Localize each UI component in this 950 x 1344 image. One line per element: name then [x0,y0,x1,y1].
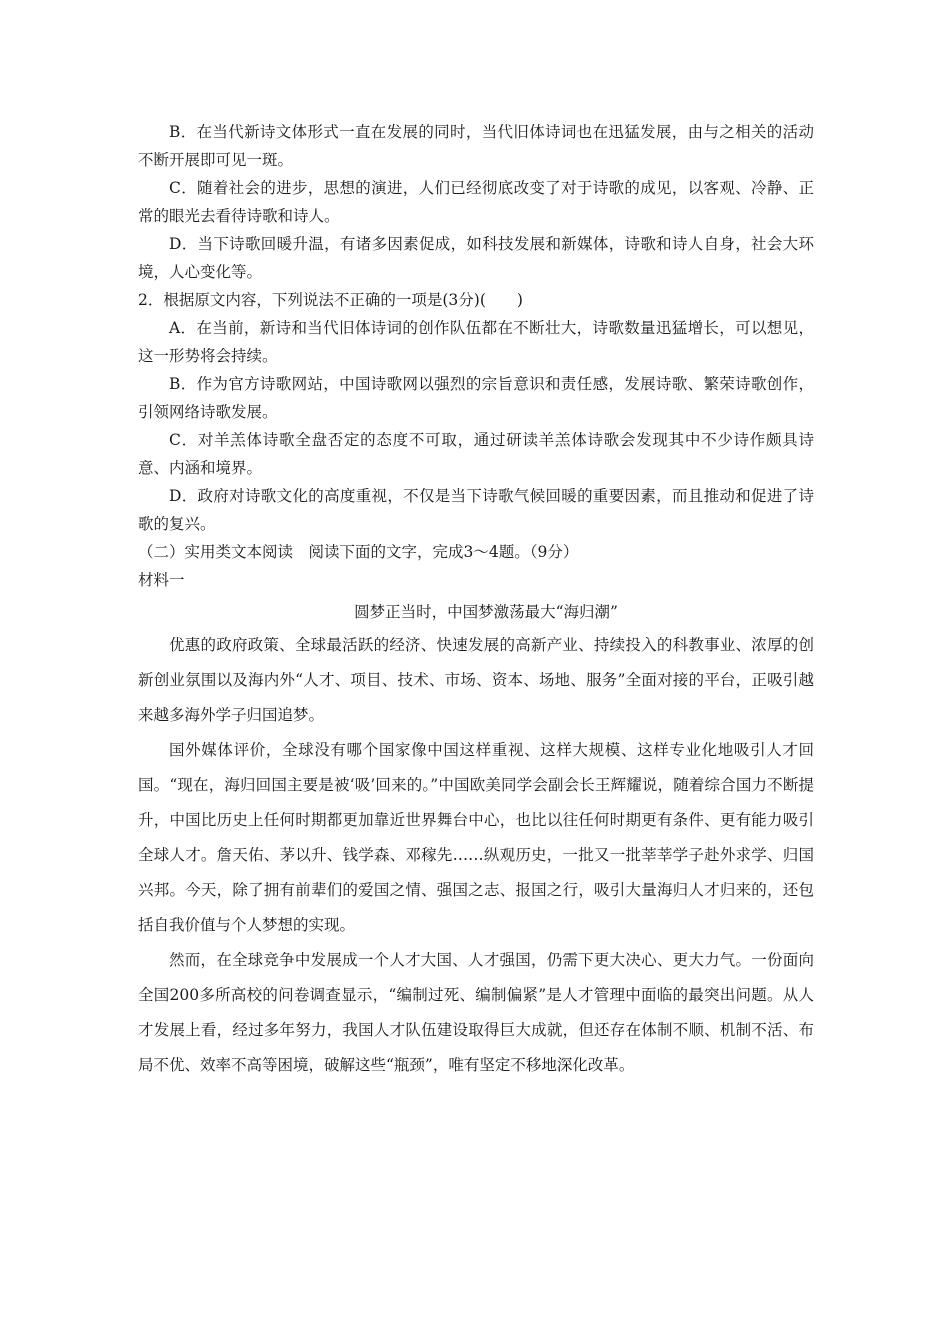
question-2 [138,286,814,538]
q2-stem: 2．根据原文内容，下列说法不正确的一项是(3分)( ) [138,291,523,309]
q1-option-b: B．在当代新诗文体形式一直在发展的同时，当代旧体诗词也在迅猛发展，由与之相关的活动不断开展即可见一斑。 [138,123,814,169]
q1-option-d: D．当下诗歌回暖升温，有诸多因素促成，如科技发展和新媒体，诗歌和诗人自身，社会大环境，人心变化等。 [138,235,814,281]
q2-option-d: D．政府对诗歌文化的高度重视，不仅是当下诗歌气候回暖的重要因素，而且推动和促进了诗歌的复兴。 [138,487,814,533]
article-paragraph: 国外媒体评价，全球没有哪个国家像中国这样重视、这样大规模、这样专业化地吸引人才回国。“现在，海归回国主要是被‘吸’回来的。”中国欧美同学会副会长王辉耀说，随着综合国力不断提升，中国比历史上任何时期都更加靠近世界舞台中心，也比以往任何时期更有条件、更有能力吸引全球人才。詹天佑、茅以升、钱学森、邓稼先……纵观历史，一批又一批莘莘学子赴外求学、归国兴邦。今天，除了拥有前辈们的爱国之情、强国之志、报国之行，吸引大量海归人才归来的，还包括自我价值与个人梦想的实现。 [138,741,814,934]
article-title: 圆梦正当时，中国梦激荡最大“海归潮” [354,603,618,621]
q1-option-c: C．随着社会的进步，思想的演进，人们已经彻底改变了对于诗歌的成见，以客观、冷静、正常的眼光去看待诗歌和诗人。 [138,179,814,225]
q2-option-c: C．对羊羔体诗歌全盘否定的态度不可取，通过研读羊羔体诗歌会发现其中不少诗作颇具诗意、内涵和境界。 [138,431,814,477]
material-label: 材料一 [138,571,185,589]
q2-option-a: A．在当前，新诗和当代旧体诗词的创作队伍都在不断壮大，诗歌数量迅猛增长，可以想见，这一形势将会持续。 [138,319,814,365]
article-body [138,628,814,1083]
section-heading: （二）实用类文本阅读 阅读下面的文字，完成3～4题。（9分） [138,543,579,561]
question-1-options [138,118,814,286]
article-paragraph: 优惠的政府政策、全球最活跃的经济、快速发展的高新产业、持续投入的科教事业、浓厚的创新创业氛围以及海内外“人才、项目、技术、市场、资本、场地、服务”全面对接的平台，正吸引越来越多海外学子归国追梦。 [138,636,814,724]
document-page [138,118,814,1083]
q2-option-b: B．作为官方诗歌网站，中国诗歌网以强烈的宗旨意识和责任感，发展诗歌、繁荣诗歌创作，引领网络诗歌发展。 [138,375,814,421]
article-paragraph: 然而，在全球竞争中发展成一个人才大国、人才强国，仍需下更大决心、更大力气。一份面向全国200多所高校的问卷调查显示，“编制过死、编制偏紧”是人才管理中面临的最突出问题。从人才发展上看，经过多年努力，我国人才队伍建设取得巨大成就，但还存在体制不顺、机制不活、布局不优、效率不高等困境，破解这些“瓶颈”，唯有坚定不移地深化改革。 [138,951,814,1074]
